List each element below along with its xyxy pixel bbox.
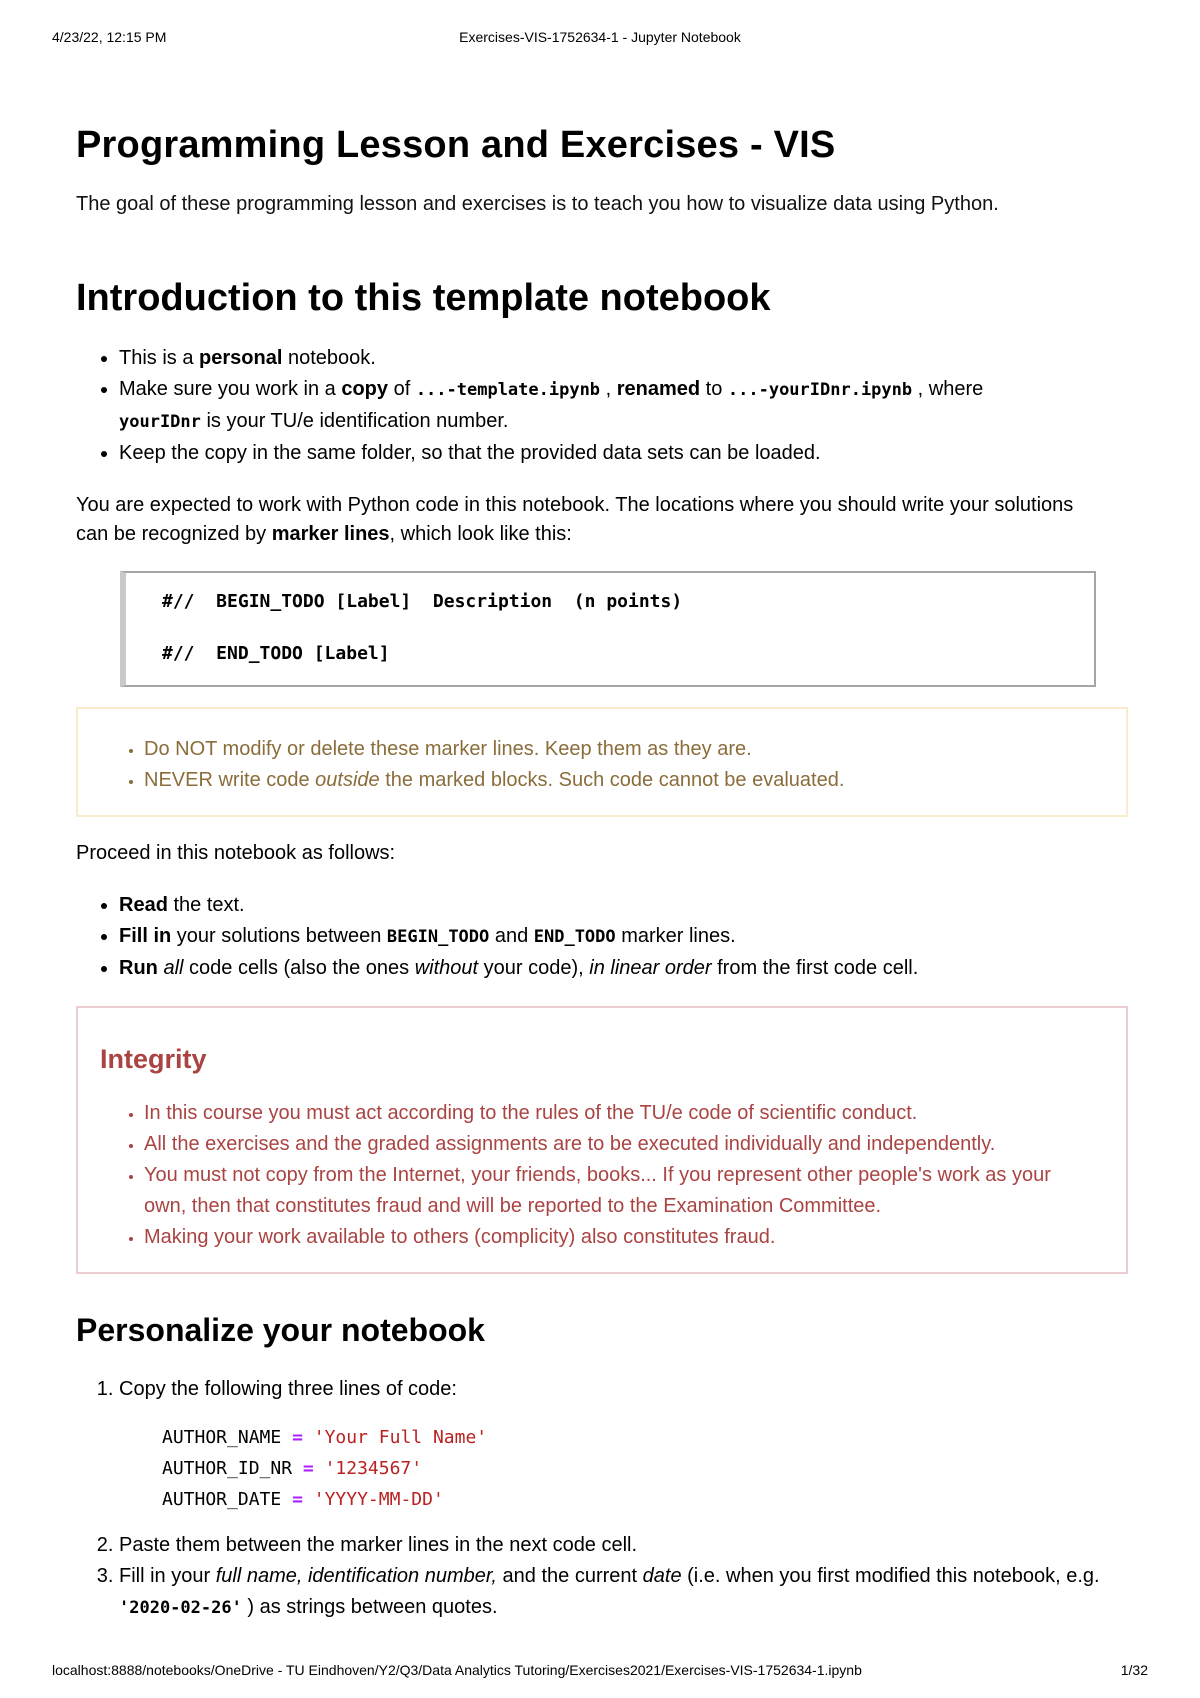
section-heading-intro: Introduction to this template notebook	[76, 277, 771, 319]
list-item: 3. Fill in your full name, identification number, and the current date (i.e. when you first modified this notebook, e.g. '2020-02-26' ) as strings between quotes.	[119, 1561, 1129, 1624]
print-datetime: 4/23/22, 12:15 PM	[52, 29, 167, 45]
list-item: • Making your work available to others (complicity) also constitutes fraud.	[144, 1222, 1094, 1253]
list-item: • This is a personal notebook.	[119, 343, 983, 374]
integrity-list	[78, 1098, 1094, 1253]
list-item: • Run all code cells (also the ones without your code), in linear order from the first code cell.	[119, 953, 918, 984]
personalize-steps-1	[76, 1374, 1129, 1405]
code-line: AUTHOR_NAME = 'Your Full Name'	[162, 1427, 488, 1448]
page-title: Programming Lesson and Exercises - VIS	[76, 124, 836, 166]
marker-lines-code-block	[120, 571, 1096, 687]
intro-paragraph: The goal of these programming lesson and exercises is to teach you how to visualize data using Python.	[76, 193, 999, 215]
list-item: 1. Copy the following three lines of code:	[119, 1374, 1129, 1405]
code-line: AUTHOR_ID_NR = '1234567'	[162, 1458, 423, 1479]
code-line-begin: #// BEGIN_TODO [Label] Description (n points)	[162, 591, 683, 612]
warning-alert	[76, 707, 1128, 817]
print-doc-title: Exercises-VIS-1752634-1 - Jupyter Notebook	[459, 29, 741, 45]
proceed-list	[76, 890, 918, 984]
section-heading-personalize: Personalize your notebook	[76, 1312, 485, 1348]
integrity-alert	[76, 1006, 1128, 1274]
list-item: • All the exercises and the graded assignments are to be executed individually and independently.	[144, 1129, 1094, 1160]
code-line: AUTHOR_DATE = 'YYYY-MM-DD'	[162, 1489, 444, 1510]
proceed-intro: Proceed in this notebook as follows:	[76, 842, 396, 864]
intro-bullet-list	[76, 343, 983, 469]
print-url: localhost:8888/notebooks/OneDrive - TU Eindhoven/Y2/Q3/Data Analytics Tutoring/Exercises2021/Exercises-VIS-1752634-1.ipynb	[52, 1662, 862, 1678]
print-page-number: 1/32	[1120, 1662, 1148, 1678]
list-item: • Make sure you work in a copy of ...-template.ipynb , renamed to ...-yourIDnr.ipynb , where yourIDnr is your TU/e identification number.	[119, 374, 983, 438]
warning-list	[78, 734, 844, 796]
list-item: • NEVER write code outside the marked blocks. Such code cannot be evaluated.	[144, 765, 844, 796]
list-item: • Keep the copy in the same folder, so that the provided data sets can be loaded.	[119, 438, 983, 469]
list-item: 2. Paste them between the marker lines in the next code cell.	[119, 1530, 1129, 1561]
list-item: • You must not copy from the Internet, your friends, books... If you represent other people's work as your own, then that constitutes fraud and will be reported to the Examination Committee.	[144, 1160, 1094, 1222]
integrity-heading: Integrity	[100, 1044, 207, 1074]
list-item: • Do NOT modify or delete these marker lines. Keep them as they are.	[144, 734, 844, 765]
list-item: • In this course you must act according to the rules of the TU/e code of scientific conduct.	[144, 1098, 1094, 1129]
author-code-snippet	[162, 1422, 487, 1515]
marker-lines-paragraph: You are expected to work with Python code in this notebook. The locations where you should write your solutions can be recognized by marker lines, which look like this:	[76, 494, 1074, 545]
code-line-end: #// END_TODO [Label]	[162, 643, 390, 664]
personalize-steps-2	[76, 1530, 1129, 1624]
print-footer	[52, 1662, 1148, 1682]
list-item: • Read the text.	[119, 890, 918, 921]
list-item: • Fill in your solutions between BEGIN_TODO and END_TODO marker lines.	[119, 921, 918, 953]
print-header	[52, 29, 1148, 49]
